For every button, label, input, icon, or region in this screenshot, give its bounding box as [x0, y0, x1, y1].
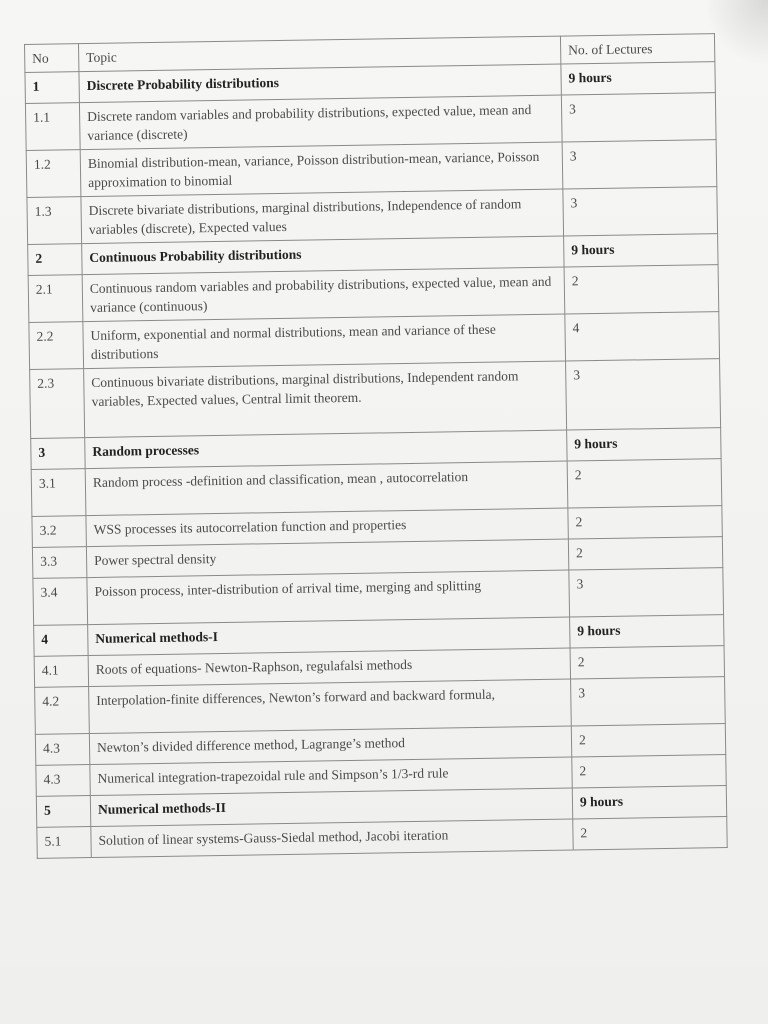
- topic-text: Discrete random variables and probability distributions, expected value, mean and variance (discrete): [79, 95, 562, 150]
- row-number: 2.3: [30, 369, 85, 439]
- section-hours: 9 hours: [561, 62, 715, 95]
- row-number: 5: [36, 796, 90, 828]
- topic-text: Poisson process, inter-distribution of arrival time, merging and splitting: [87, 570, 570, 625]
- row-number: 3.2: [32, 516, 86, 548]
- row-number: 1.3: [27, 197, 82, 245]
- row-number: 4.1: [34, 656, 88, 688]
- header-topic: Topic: [79, 36, 561, 72]
- row-number: 4: [34, 625, 88, 657]
- table-row: [30, 359, 721, 439]
- lecture-count: 2: [572, 755, 726, 788]
- lecture-count: 2: [567, 459, 722, 508]
- table-body: [25, 62, 727, 859]
- lecture-count: 2: [570, 646, 724, 679]
- section-title: Random processes: [85, 430, 567, 469]
- section-title: Numerical methods-I: [88, 617, 570, 656]
- topic-text: Binomial distribution-mean, variance, Poisson distribution-mean, variance, Poisson approximation to binomial: [80, 142, 563, 197]
- row-number: 1.1: [25, 103, 80, 151]
- section-hours: 9 hours: [564, 234, 718, 267]
- row-number: 2.2: [29, 322, 84, 370]
- row-number: 3.3: [32, 547, 86, 579]
- section-hours: 9 hours: [567, 428, 721, 461]
- header-no: No: [25, 44, 79, 73]
- topic-text: Solution of linear systems-Gauss-Siedal method, Jacobi iteration: [91, 819, 573, 858]
- row-number: 4.3: [35, 734, 89, 766]
- lecture-count: 2: [573, 817, 727, 850]
- row-number: 3.1: [31, 469, 86, 517]
- lecture-count: 2: [571, 724, 725, 757]
- row-number: 5.1: [37, 827, 91, 859]
- topic-text: Random process -definition and classification, mean , autocorrelation: [85, 461, 568, 516]
- header-lectures: No. of Lectures: [560, 34, 714, 64]
- row-number: 2: [28, 244, 82, 276]
- lecture-count: 2: [568, 506, 722, 539]
- syllabus-table: [24, 33, 728, 859]
- topic-text: Roots of equations- Newton-Raphson, regulafalsi methods: [88, 648, 570, 687]
- lecture-count: 2: [564, 265, 719, 314]
- topic-text: Numerical integration-trapezoidal rule and Simpson’s 1/3-rd rule: [90, 757, 572, 796]
- section-title: Numerical methods-II: [90, 788, 572, 827]
- lecture-count: 3: [561, 93, 716, 142]
- section-hours: 9 hours: [570, 615, 724, 648]
- section-hours: 9 hours: [572, 786, 726, 819]
- topic-text: WSS processes its autocorrelation function and properties: [86, 508, 568, 547]
- topic-text: Continuous bivariate distributions, marginal distributions, Independent random variables, Expected values, Central limit theorem.: [84, 361, 567, 438]
- topic-text: Interpolation-finite differences, Newton’s forward and backward formula,: [89, 679, 572, 734]
- lecture-count: 4: [565, 312, 720, 361]
- topic-text: Continuous random variables and probability distributions, expected value, mean and variance (continuous): [82, 267, 565, 322]
- lecture-count: 3: [562, 140, 717, 189]
- lecture-count: 2: [568, 537, 722, 570]
- row-number: 2.1: [28, 275, 83, 323]
- topic-text: Discrete bivariate distributions, marginal distributions, Independence of random variables (discrete), Expected values: [81, 189, 564, 244]
- topic-text: Power spectral density: [86, 539, 568, 578]
- lecture-count: 3: [566, 359, 721, 430]
- syllabus-sheet: [24, 33, 737, 859]
- row-number: 3.4: [33, 578, 88, 626]
- row-number: 1: [25, 72, 79, 104]
- row-number: 4.3: [36, 765, 90, 797]
- topic-text: Newton’s divided difference method, Lagrange’s method: [89, 726, 571, 765]
- row-number: 3: [31, 438, 85, 470]
- topic-text: Uniform, exponential and normal distributions, mean and variance of these distributions: [83, 314, 566, 369]
- row-number: 1.2: [26, 150, 81, 198]
- section-title: Discrete Probability distributions: [79, 64, 561, 103]
- lecture-count: 3: [571, 677, 726, 726]
- lecture-count: 3: [569, 568, 724, 617]
- row-number: 4.2: [35, 687, 90, 735]
- section-title: Continuous Probability distributions: [82, 236, 564, 275]
- lecture-count: 3: [563, 187, 718, 236]
